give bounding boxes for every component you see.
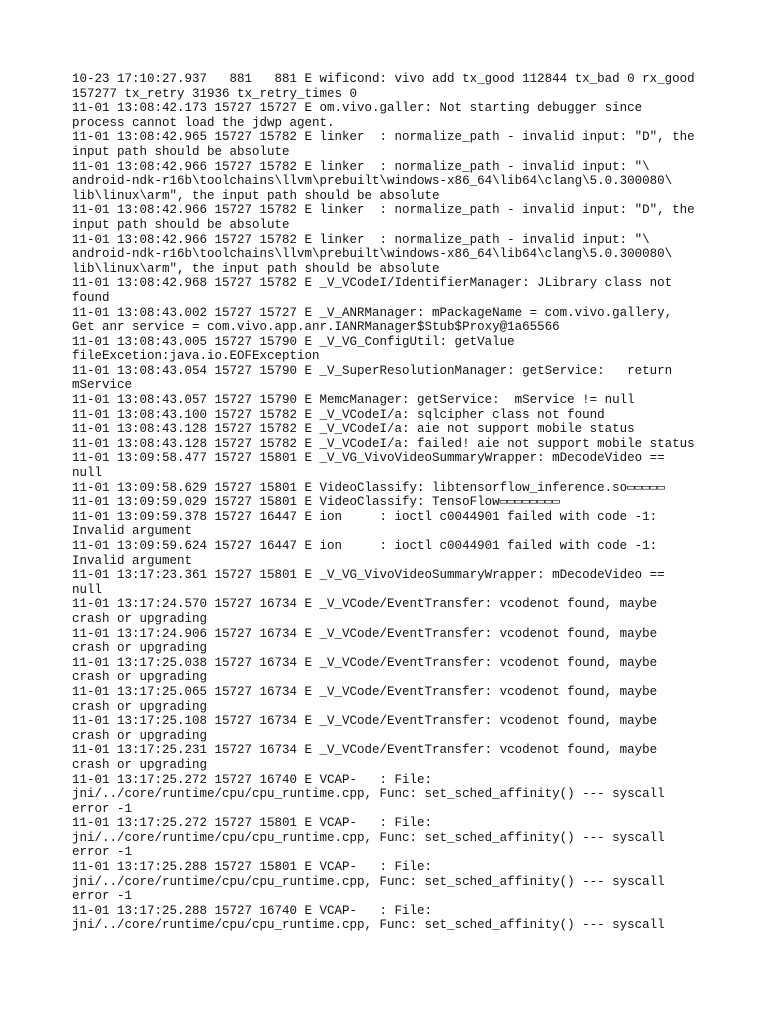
log-line: android-ndk-r16b\toolchains\llvm\prebuilt\windows-x86_64\lib64\clang\5.0.300080\ (72, 174, 673, 189)
log-line: 11-01 13:09:58.629 15727 15801 E VideoClassify: libtensorflow_inference.so▭▭▭▭▭ (72, 480, 665, 495)
log-line: 157277 tx_retry 31936 tx_retry_times 0 (72, 86, 358, 101)
log-line: jni/../core/runtime/cpu/cpu_runtime.cpp, Func: set_sched_affinity() --- syscall (72, 787, 665, 802)
log-line: 11-01 13:08:42.966 15727 15782 E linker : normalize_path - invalid input: "\ (72, 159, 650, 174)
log-line: crash or upgrading (72, 611, 208, 626)
log-line: 11-01 13:08:43.128 15727 15782 E _V_VCodeI/a: aie not support mobile status (72, 422, 635, 437)
log-line: 11-01 13:17:25.288 15727 16740 E VCAP- : File: (72, 903, 433, 918)
log-line: 11-01 13:09:59.029 15727 15801 E VideoClassify: TensoFlow▭▭▭▭▭▭▭▭ (72, 495, 560, 510)
log-line: fileExcetion:java.io.EOFException (72, 349, 320, 364)
log-line: 11-01 13:09:59.624 15727 16447 E ion : ioctl c0044901 failed with code -1: (72, 539, 658, 553)
log-line: lib\linux\arm", the input path should be absolute (72, 261, 440, 276)
log-line: error -1 (72, 889, 133, 904)
log-line: mService (72, 378, 133, 393)
log-line: crash or upgrading (72, 757, 208, 772)
log-line: jni/../core/runtime/cpu/cpu_runtime.cpp, Func: set_sched_affinity() --- syscall (72, 918, 665, 933)
log-line: android-ndk-r16b\toolchains\llvm\prebuilt\windows-x86_64\lib64\clang\5.0.300080\ (72, 247, 673, 262)
log-line: 11-01 13:08:42.968 15727 15782 E _V_VCodeI/IdentifierManager: JLibrary class not (72, 276, 673, 291)
log-line: 11-01 13:17:25.288 15727 15801 E VCAP- : File: (72, 860, 433, 875)
log-line: 11-01 13:17:23.361 15727 15801 E _V_VG_VivoVideoSummaryWrapper: mDecodeVideo == (72, 568, 665, 583)
log-line: 11-01 13:08:43.128 15727 15782 E _V_VCodeI/a: failed! aie not support mobile status (72, 436, 695, 451)
log-line: Invalid argument (72, 524, 193, 539)
log-line: 11-01 13:09:58.477 15727 15801 E _V_VG_VivoVideoSummaryWrapper: mDecodeVideo == (72, 451, 665, 466)
log-line: lib\linux\arm", the input path should be absolute (72, 188, 440, 203)
log-line: 11-01 13:17:24.570 15727 16734 E _V_VCode/EventTransfer: vcodenot found, maybe (72, 597, 658, 612)
log-line: crash or upgrading (72, 641, 208, 656)
log-line: 11-01 13:08:42.965 15727 15782 E linker : normalize_path - invalid input: "D", the (72, 130, 695, 145)
log-line: 11-01 13:17:24.906 15727 16734 E _V_VCode/EventTransfer: vcodenot found, maybe (72, 626, 658, 641)
log-line: Get anr service = com.vivo.app.anr.IANRManager$Stub$Proxy@1a65566 (72, 320, 560, 335)
log-line: process cannot load the jdwp agent. (72, 115, 335, 130)
log-line: crash or upgrading (72, 670, 208, 685)
log-line: 11-01 13:08:42.173 15727 15727 E om.vivo.galler: Not starting debugger since (72, 101, 643, 116)
log-line: 11-01 13:17:25.038 15727 16734 E _V_VCode/EventTransfer: vcodenot found, maybe (72, 655, 658, 670)
log-line: 11-01 13:09:59.378 15727 16447 E ion : ioctl c0044901 failed with code -1: (72, 509, 658, 524)
log-line: Invalid argument (72, 553, 193, 568)
log-line: found (72, 290, 110, 305)
log-line: error -1 (72, 845, 133, 860)
log-line: 11-01 13:17:25.065 15727 16734 E _V_VCode/EventTransfer: vcodenot found, maybe (72, 684, 658, 699)
log-line: 11-01 13:17:25.231 15727 16734 E _V_VCode/EventTransfer: vcodenot found, maybe (72, 743, 658, 758)
log-line: null (72, 466, 103, 481)
log-line: input path should be absolute (72, 144, 290, 159)
log-line: input path should be absolute (72, 217, 290, 232)
log-line: crash or upgrading (72, 728, 208, 743)
log-line: 11-01 13:08:43.100 15727 15782 E _V_VCodeI/a: sqlcipher class not found (72, 407, 605, 422)
log-line: jni/../core/runtime/cpu/cpu_runtime.cpp, Func: set_sched_affinity() --- syscall (72, 874, 665, 889)
log-line: 11-01 13:08:43.002 15727 15727 E _V_ANRManager: mPackageName = com.vivo.gallery, (72, 305, 673, 320)
log-line: error -1 (72, 801, 133, 816)
log-line: 10-23 17:10:27.937 881 881 E wificond: vivo add tx_good 112844 tx_bad 0 rx_good (72, 72, 695, 86)
log-text-block (72, 72, 700, 933)
log-line: null (72, 582, 103, 597)
log-line: 11-01 13:08:43.005 15727 15790 E _V_VG_ConfigUtil: getValue (72, 334, 515, 349)
log-line: 11-01 13:08:43.054 15727 15790 E _V_SuperResolutionManager: getService: return (72, 363, 673, 378)
log-line: 11-01 13:08:43.057 15727 15790 E MemcManager: getService: mService != null (72, 393, 635, 408)
log-line: 11-01 13:17:25.272 15727 15801 E VCAP- : File: (72, 816, 433, 831)
log-line: jni/../core/runtime/cpu/cpu_runtime.cpp, Func: set_sched_affinity() --- syscall (72, 830, 665, 845)
log-line: 11-01 13:17:25.272 15727 16740 E VCAP- : File: (72, 772, 433, 787)
log-line: 11-01 13:17:25.108 15727 16734 E _V_VCode/EventTransfer: vcodenot found, maybe (72, 714, 658, 729)
log-line: 11-01 13:08:42.966 15727 15782 E linker : normalize_path - invalid input: "\ (72, 232, 650, 247)
log-line: 11-01 13:08:42.966 15727 15782 E linker : normalize_path - invalid input: "D", the (72, 203, 695, 218)
log-line: crash or upgrading (72, 699, 208, 714)
